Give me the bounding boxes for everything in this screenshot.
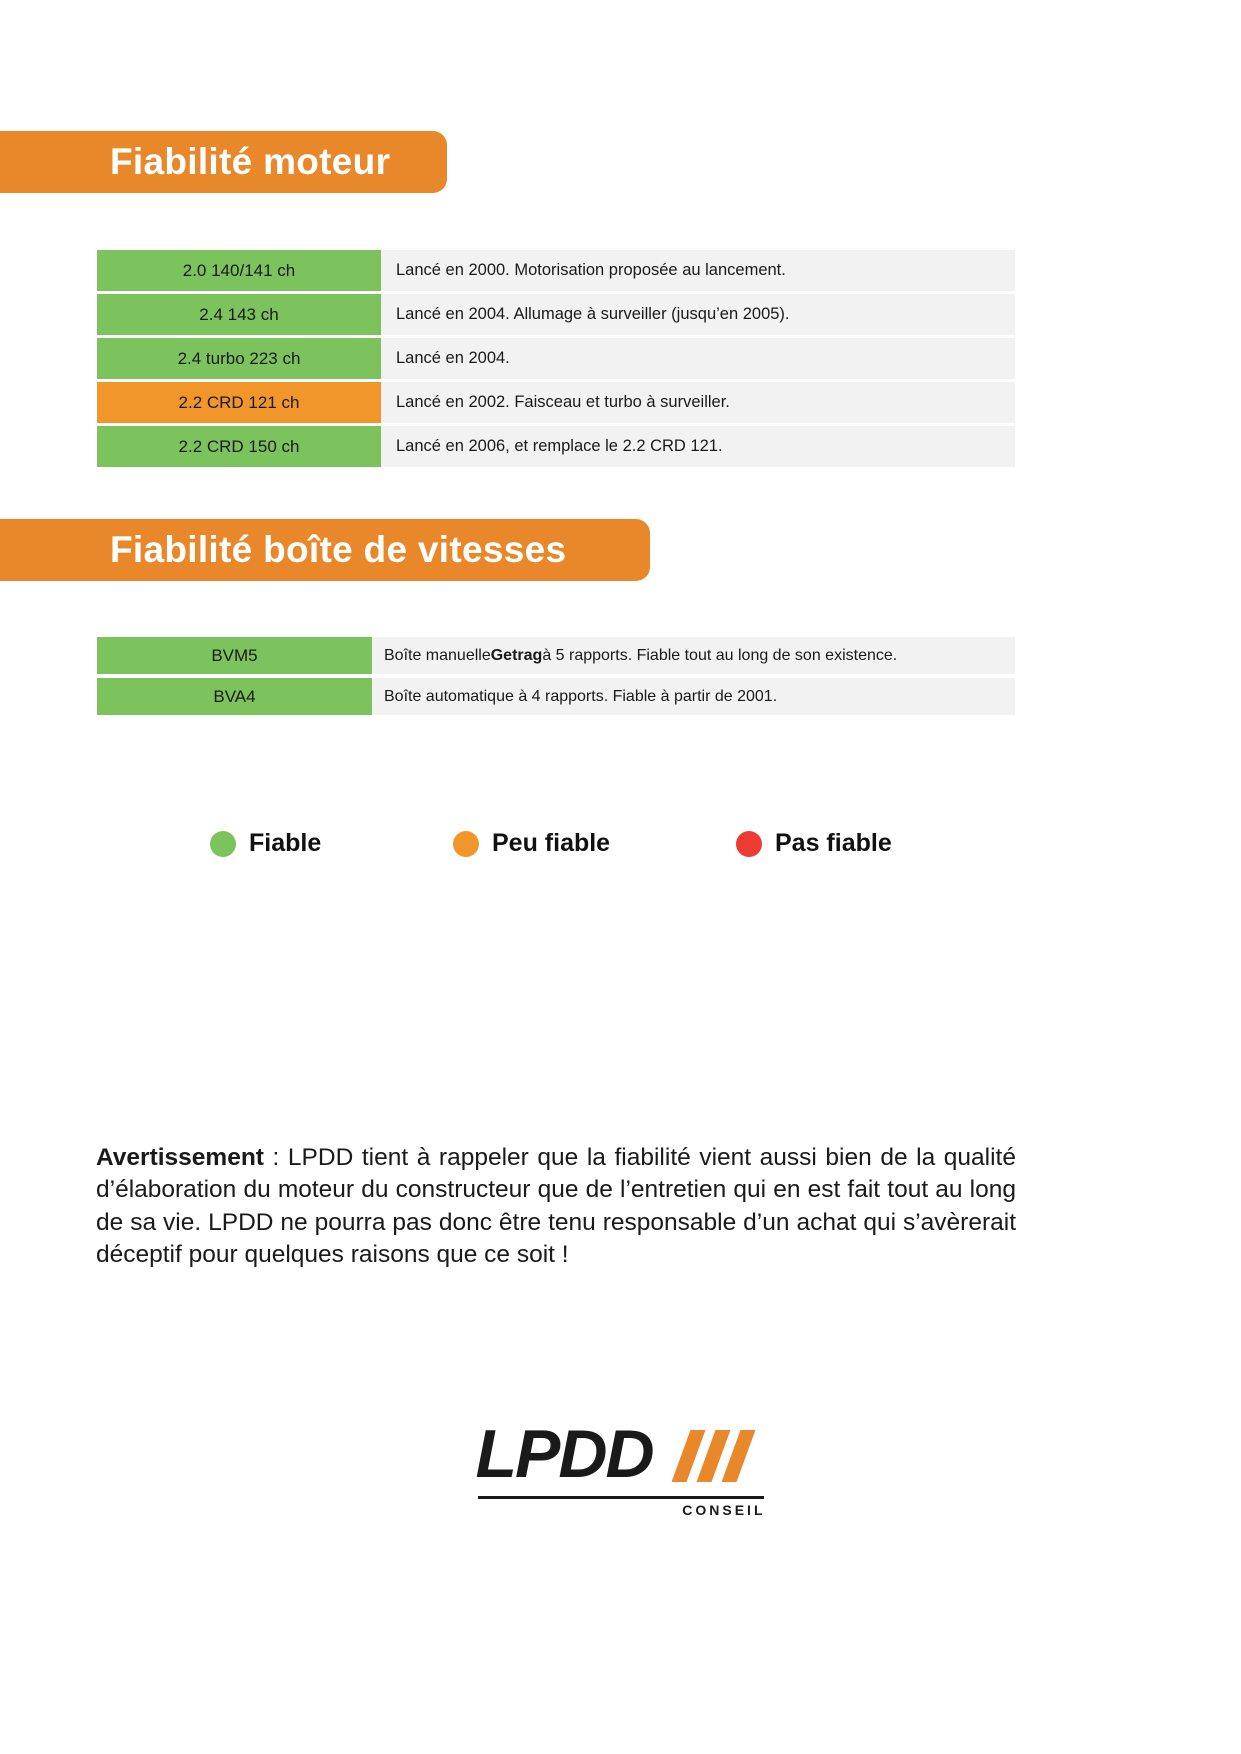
gearbox-brand-name: Getrag (490, 646, 543, 664)
engine-variant-label: 2.2 CRD 121 ch (97, 382, 381, 423)
lpdd-logo (0, 1416, 1241, 1525)
table-row (97, 294, 1015, 335)
engine-variant-description: Lancé en 2006, et remplace le 2.2 CRD 121. (381, 426, 1015, 467)
logo-subtitle: CONSEIL (682, 1502, 766, 1518)
engine-variant-description: Lancé en 2000. Motorisation proposée au lancement. (381, 250, 1015, 291)
gearbox-variant-label: BVM5 (97, 637, 372, 674)
table-row (97, 338, 1015, 379)
legend-item (210, 829, 453, 858)
logo-wordmark: LPDD (475, 1416, 653, 1492)
section-title-engine: Fiabilité moteur (0, 131, 447, 193)
gearbox-description-pre: Boîte automatique à 4 rapports. Fiable à partir de 2001. (384, 687, 778, 705)
engine-variant-label: 2.2 CRD 150 ch (97, 426, 381, 467)
gearbox-variant-description (372, 637, 1015, 674)
legend-label: Pas fiable (775, 829, 892, 857)
gearbox-description-post: à 5 rapports. Fiable tout au long de son existence. (542, 646, 898, 664)
engine-variant-label: 2.0 140/141 ch (97, 250, 381, 291)
engine-variant-description: Lancé en 2004. Allumage à surveiller (jusqu’en 2005). (381, 294, 1015, 335)
gearbox-reliability-table (97, 637, 1015, 719)
legend-label: Peu fiable (492, 829, 611, 857)
table-row (97, 678, 1015, 715)
legend-item (453, 829, 736, 858)
disclaimer-text (96, 1142, 1016, 1272)
engine-variant-description: Lancé en 2002. Faisceau et turbo à surveiller. (381, 382, 1015, 423)
disclaimer-heading: Avertissement (96, 1143, 264, 1171)
engine-variant-label: 2.4 turbo 223 ch (97, 338, 381, 379)
legend-item (736, 829, 892, 858)
engine-variant-description: Lancé en 2004. (381, 338, 1015, 379)
gearbox-variant-description (372, 678, 1015, 715)
engine-variant-label: 2.4 143 ch (97, 294, 381, 335)
logo-slashes-icon (681, 1430, 766, 1482)
legend-dot-unreliable-icon (736, 831, 762, 857)
section-title-gearbox: Fiabilité boîte de vitesses (0, 519, 650, 581)
table-row (97, 637, 1015, 674)
reliability-legend (210, 829, 1000, 858)
legend-dot-partial-icon (453, 831, 479, 857)
table-row (97, 426, 1015, 467)
legend-dot-reliable-icon (210, 831, 236, 857)
table-row (97, 382, 1015, 423)
gearbox-description-pre: Boîte manuelle (384, 646, 491, 664)
legend-label: Fiable (249, 829, 322, 857)
table-row (97, 250, 1015, 291)
logo-divider (478, 1496, 764, 1499)
gearbox-variant-label: BVA4 (97, 678, 372, 715)
engine-reliability-table (97, 250, 1015, 470)
disclaimer-body: : LPDD tient à rappeler que la fiabilité vient aussi bien de la qualité d’élaboration du moteur du constructeur que de l’entretien qui en est fait tout au long de sa vie. LPDD ne pourra pas donc être tenu responsable d’un achat qui s’avèrerait déceptif pour quelques raisons que ce soit ! (96, 1143, 1016, 1269)
